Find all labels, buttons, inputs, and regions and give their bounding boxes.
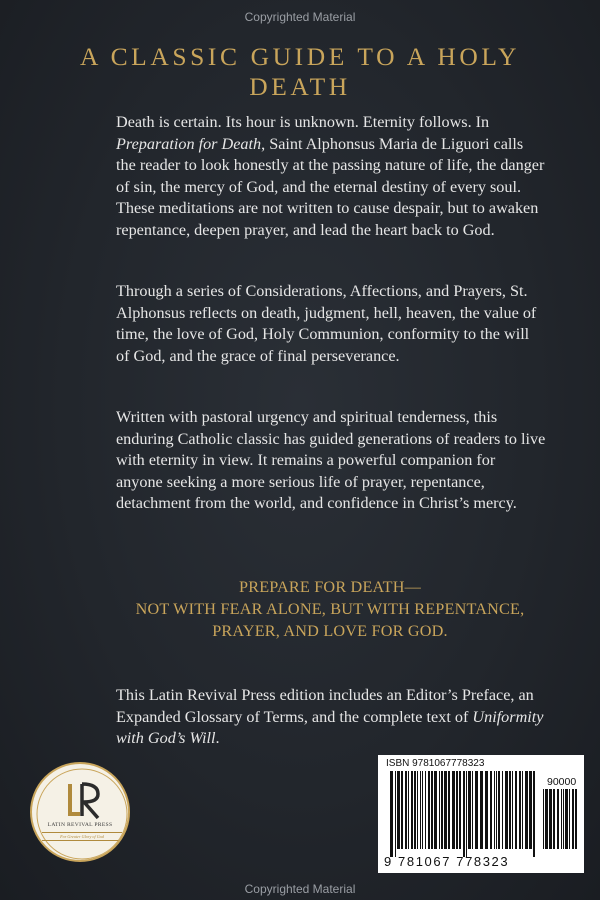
intro-lead: Death is certain. Its hour is unknown. Eternity follows. In: [116, 113, 490, 131]
barcode-bar: [509, 771, 511, 849]
barcode-bar: [525, 771, 528, 849]
barcode-bar: [565, 789, 568, 849]
edition-paragraph: [116, 685, 546, 750]
barcode-bar: [490, 771, 492, 849]
barcode-bar: [496, 771, 497, 849]
barcode-bar: [512, 771, 513, 849]
barcode-bar: [414, 771, 416, 849]
publisher-logo: [30, 762, 130, 862]
barcode-bar: [529, 771, 532, 849]
barcode-bar: [466, 771, 467, 857]
barcode-bar: [549, 789, 552, 849]
barcode-bar: [431, 771, 433, 849]
publisher-motto: For Greater Glory of God: [42, 832, 122, 841]
tagline: [100, 576, 560, 642]
book-title-reference: Preparation for Death: [116, 134, 262, 153]
barcode-bar: [480, 771, 483, 849]
barcode-bar: [420, 771, 421, 849]
barcode-bar: [452, 771, 455, 849]
addon-barcode-bars: [543, 789, 579, 857]
barcode-bar: [408, 771, 409, 849]
tagline-line-2: NOT WITH FEAR ALONE, BUT WITH REPENTANCE,: [135, 600, 525, 618]
barcode-digits: 9 781067 778323: [384, 854, 510, 869]
barcode-bar: [502, 771, 503, 849]
barcode-bar: [456, 771, 458, 849]
barcode-bar: [519, 771, 521, 849]
watermark-bottom: Copyrighted Material: [244, 882, 356, 896]
barcode-bar: [505, 771, 508, 849]
barcode-bar: [468, 771, 471, 849]
watermark-top: Copyrighted Material: [244, 10, 356, 24]
barcode-bar: [422, 771, 423, 849]
barcode-bar: [434, 771, 437, 849]
barcode-bar: [441, 771, 443, 849]
barcode-bar: [448, 771, 450, 849]
barcode-bar: [395, 771, 396, 857]
contents-paragraph: Through a series of Considerations, Affections, and Prayers, St. Alphonsus reflects on death, judgment, hell, heaven, the value of time, the love of God, Holy Communion, conformity to the will of God, and the grace of final perseverance.: [116, 282, 537, 365]
edition-lead: This Latin Revival Press edition includes an Editor’s Preface, an Expanded Glossary of Terms, and the complete text of: [116, 686, 534, 726]
barcode-bar: [575, 789, 577, 849]
barcode-bar: [569, 789, 570, 849]
barcode-bar: [463, 771, 465, 857]
barcode-bar: [557, 789, 559, 849]
barcode-bar: [522, 771, 523, 849]
price-code: 90000: [547, 776, 577, 788]
isbn-barcode: [378, 755, 584, 873]
barcode-bar: [397, 771, 400, 849]
intro-paragraph: [116, 112, 546, 241]
tagline-line-3: PRAYER, AND LOVE FOR GOD.: [212, 622, 448, 640]
barcode-bar: [401, 771, 403, 849]
barcode-bar: [472, 771, 473, 849]
appendix-title-reference: Uniformity with God’s Will: [116, 707, 544, 747]
barcode-bar: [425, 771, 426, 849]
barcode-bar: [417, 771, 418, 849]
headline: A CLASSIC GUIDE TO A HOLY DEATH: [79, 42, 520, 101]
barcode-bar: [439, 771, 440, 849]
praise-paragraph: Written with pastoral urgency and spiritual tenderness, this enduring Catholic classic has guided generations of readers to live with eternity in view. It remains a powerful companion for anyone seeking a more serious life of prayer, repentance, detachment from the world, and confidence in Christ’s mercy.: [116, 408, 546, 512]
tagline-line-1: PREPARE FOR DEATH—: [239, 578, 421, 596]
publisher-name: LATIN REVIVAL PRESS: [47, 822, 113, 828]
barcode-bar: [515, 771, 517, 849]
lr-monogram-icon: [32, 764, 130, 862]
barcode-bar: [572, 789, 574, 849]
barcode-bar: [411, 771, 413, 849]
barcode-bar: [498, 771, 500, 849]
barcode-bar: [428, 771, 430, 849]
barcode-bar: [475, 771, 478, 849]
isbn-label: ISBN 9781067778323: [386, 758, 485, 769]
barcode-bar: [459, 771, 461, 849]
barcode-bar: [545, 789, 548, 849]
ean-barcode-bars: [390, 771, 538, 857]
barcode-bar: [563, 789, 564, 849]
barcode-bar: [533, 771, 535, 857]
barcode-bar: [494, 771, 495, 849]
barcode-bar: [561, 789, 562, 849]
barcode-bar: [390, 771, 393, 857]
barcode-bar: [553, 789, 555, 849]
barcode-bar: [405, 771, 407, 849]
barcode-bar: [485, 771, 488, 849]
barcode-bar: [543, 789, 544, 849]
barcode-bar: [444, 771, 447, 849]
intro-rest: , Saint Alphonsus Maria de Liguori calls the reader to look honestly at the passing nature of life, the danger of sin, the mercy of God, and the eternal destiny of every soul. These meditations are not written to cause despair, but to awaken repentance, deepen prayer, and lead the heart back to God.: [116, 134, 545, 239]
edition-end: .: [215, 729, 220, 747]
